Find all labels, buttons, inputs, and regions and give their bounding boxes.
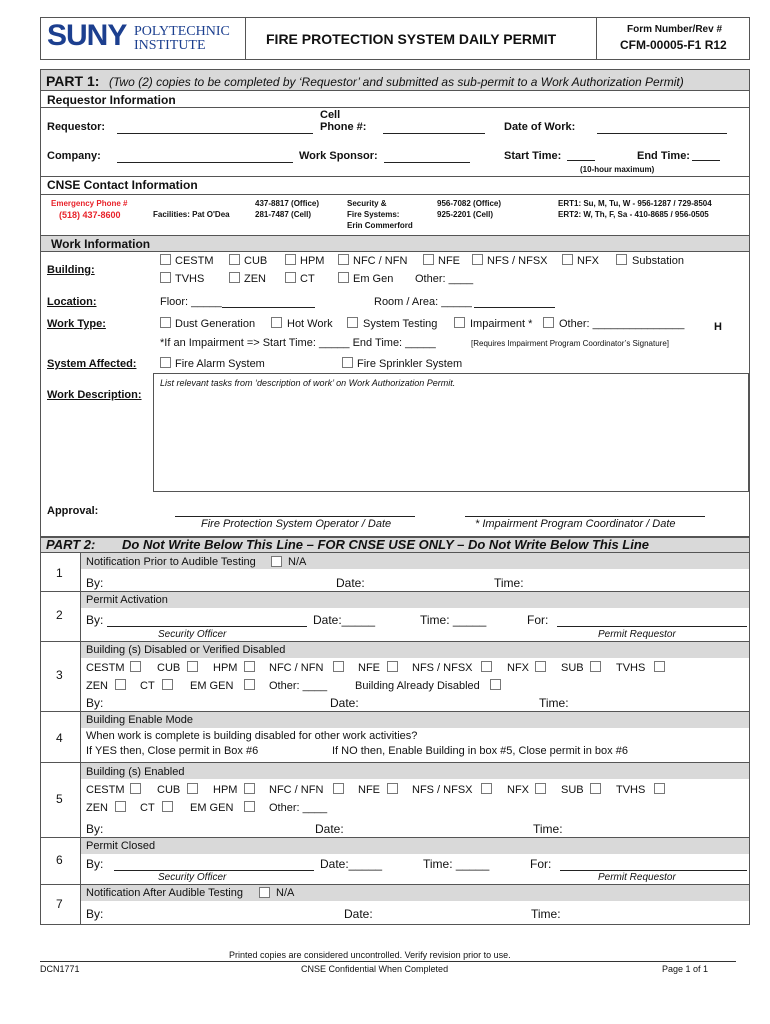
work-description-label: Work Description: [47,389,142,401]
work-type-hot-work: Hot Work [287,318,333,330]
section-5-number: 5 [56,792,63,806]
s3-nfs: NFS / NFSX [412,662,473,674]
section-3-title: Building (s) Disabled or Verified Disabled [86,644,286,656]
s3-checkbox-already-disabled[interactable] [490,679,501,690]
start-time-label: Start Time: [504,150,562,162]
work-sponsor-field[interactable] [384,162,470,163]
cell-phone-label-1: Cell [320,109,341,121]
ert1: ERT1: Su, M, Tu, W - 956-1287 / 729-8504 [558,199,712,208]
section-5-date: Date: [315,822,344,836]
building-hpm-label: HPM [300,255,325,267]
location-label: Location: [47,296,97,308]
building-nfe-label: NFE [438,255,460,267]
building-cub-label: CUB [244,255,268,267]
s3-checkbox-nfx[interactable] [535,661,546,672]
section-6-by-line[interactable] [114,870,314,871]
s3-checkbox-em-gen[interactable] [244,679,255,690]
logo-sub1: POLYTECHNIC [134,24,230,39]
s5-nfe: NFE [358,784,380,796]
building-zen-label: ZEN [244,273,266,285]
section-2-title: Permit Activation [86,594,168,606]
logo-main: SUNY [47,19,127,52]
checkbox-fire-alarm[interactable] [160,357,171,368]
section-2-date[interactable]: Date:_____ [313,613,376,627]
s5-checkbox-nfe[interactable] [387,783,398,794]
checkbox-dust-generation[interactable] [160,317,171,328]
s5-cub: CUB [157,784,181,796]
start-time-field[interactable] [567,160,595,161]
section-7-number: 7 [56,897,63,911]
s3-nfc: NFC / NFN [269,662,324,674]
section-2-by-line[interactable] [107,626,307,627]
section-2-number: 2 [56,608,63,622]
s3-cestm: CESTM [86,662,125,674]
section-7-by: By: [86,907,104,921]
s5-checkbox-nfc[interactable] [333,783,344,794]
s3-checkbox-ct[interactable] [162,679,173,690]
section-1-number: 1 [56,566,63,580]
s3-tvhs: TVHS [616,662,646,674]
section-4-number: 4 [56,731,63,745]
footer-page-number: Page 1 of 1 [662,964,709,974]
system-affected-label: System Affected: [47,358,137,370]
section-6-security-officer: Security Officer [158,872,227,883]
part1-title: PART 1: [46,73,100,89]
checkbox-other-work[interactable] [543,317,554,328]
impairment-times[interactable]: *If an Impairment => Start Time: _____ End Time: _____ [160,337,436,349]
checkbox-nfe[interactable] [423,254,434,265]
part2-banner: Do Not Write Below This Line – FOR CNSE USE ONLY – Do Not Write Below This Line [122,537,650,552]
section-7-title: Notification After Audible Testing [86,887,243,899]
ert2: ERT2: W, Th, F, Sa - 410-8685 / 956-0505 [558,210,709,219]
s3-checkbox-tvhs[interactable] [654,661,665,672]
section-6-time[interactable]: Time: _____ [423,857,490,871]
s5-checkbox-ct[interactable] [162,801,173,812]
s3-checkbox-cestm[interactable] [130,661,141,672]
h-mark: H [714,321,722,333]
emergency-phone-label: Emergency Phone # [51,199,128,208]
s3-checkbox-nfc[interactable] [333,661,344,672]
checkbox-na-1[interactable] [271,556,282,567]
cell-phone-field[interactable] [383,133,485,134]
security-label-1: Security & [347,199,387,208]
security-contact: Erin Commerford [347,221,413,230]
section-1-by: By: [86,576,104,590]
section-7-na: N/A [276,887,295,899]
building-ct-label: CT [300,273,315,285]
approval-label: Approval: [47,505,99,517]
section-2-for: For: [527,613,549,627]
checkbox-nfx[interactable] [562,254,573,265]
s5-nfc: NFC / NFN [269,784,324,796]
section-4-title: Building Enable Mode [86,714,194,726]
s5-checkbox-nfx[interactable] [535,783,546,794]
checkbox-na-7[interactable] [259,887,270,898]
section-6-for: For: [530,857,552,871]
building-nfc-label: NFC / NFN [353,255,408,267]
end-time-label: End Time: [637,150,690,162]
s5-sub: SUB [561,784,584,796]
s3-zen: ZEN [86,680,108,692]
company-label: Company: [47,150,101,162]
facilities-cell: 281-7487 (Cell) [255,210,312,219]
footer-dcn: DCN1771 [40,964,80,974]
s5-checkbox-hpm[interactable] [244,783,255,794]
part1-subtitle: (Two (2) copies to be completed by ‘Requestor’ and submitted as sub-permit to a Work Authorization Permit) [109,75,684,89]
s3-sub: SUB [561,662,584,674]
section-6-number: 6 [56,853,63,867]
work-type-label: Work Type: [47,318,106,330]
s3-checkbox-hpm[interactable] [244,661,255,672]
coordinator-signature-caption: * Impairment Program Coordinator / Date [475,518,676,530]
ten-hour-note: (10-hour maximum) [580,165,655,174]
building-nfx-label: NFX [577,255,599,267]
s5-checkbox-em-gen[interactable] [244,801,255,812]
requestor-info-heading: Requestor Information [47,93,176,107]
cell-phone-label-2: Phone #: [320,121,367,133]
section-2-by: By: [86,613,104,627]
section-1-na: N/A [288,556,307,568]
form-number: CFM-00005-F1 R12 [620,38,727,52]
security-label-2: Fire Systems: [347,210,400,219]
checkbox-cestm[interactable] [160,254,171,265]
s3-hpm: HPM [213,662,238,674]
section-4-question: When work is complete is building disabled for other work activities? [86,730,418,742]
footer-confidential: CNSE Confidential When Completed [301,964,449,974]
checkbox-nfs-nfsx[interactable] [472,254,483,265]
s5-tvhs: TVHS [616,784,646,796]
work-type-dust: Dust Generation [175,318,256,330]
checkbox-fire-sprinkler[interactable] [342,357,353,368]
floor-field[interactable]: Floor: _____ [160,296,222,308]
section-5-title: Building (s) Enabled [86,766,185,778]
section-6-date[interactable]: Date:_____ [320,857,383,871]
requires-signature-note: [Requires Impairment Program Coordinator’s Signature] [471,339,670,348]
section-2-time[interactable]: Time: _____ [420,613,487,627]
s5-nfs: NFS / NFSX [412,784,473,796]
section-2-for-line[interactable] [557,626,747,627]
checkbox-system-testing[interactable] [347,317,358,328]
s5-checkbox-cestm[interactable] [130,783,141,794]
checkbox-ct[interactable] [285,272,296,283]
s3-em-gen: EM GEN [190,680,234,692]
s3-ct: CT [140,680,155,692]
s5-other[interactable]: Other: ____ [269,802,328,814]
work-sponsor-label: Work Sponsor: [299,150,378,162]
s3-other[interactable]: Other: ____ [269,680,328,692]
section-4-no: If NO then, Enable Building in box #5, Close permit in box #6 [332,745,628,757]
checkbox-substation[interactable] [616,254,627,265]
part2-title: PART 2: [46,537,96,552]
s3-checkbox-cub[interactable] [187,661,198,672]
work-type-impairment: Impairment * [470,318,533,330]
room-area-field[interactable]: Room / Area: _____ [374,296,472,308]
s5-ct: CT [140,802,155,814]
building-nfs-label: NFS / NFSX [487,255,548,267]
section-3-by: By: [86,696,104,710]
system-fire-alarm: Fire Alarm System [175,358,265,370]
company-field[interactable] [117,162,293,163]
checkbox-impairment[interactable] [454,317,465,328]
s5-nfx: NFX [507,784,529,796]
section-6-for-line[interactable] [560,870,747,871]
s5-checkbox-tvhs[interactable] [654,783,665,794]
s5-zen: ZEN [86,802,108,814]
work-type-system-testing: System Testing [363,318,438,330]
building-substation-label: Substation [632,255,684,267]
page-title: FIRE PROTECTION SYSTEM DAILY PERMIT [266,31,557,47]
end-time-field[interactable] [692,160,720,161]
security-cell: 925-2201 (Cell) [437,210,494,219]
s3-nfe: NFE [358,662,380,674]
checkbox-tvhs[interactable] [160,272,171,283]
section-6-title: Permit Closed [86,840,156,852]
logo-sub2: INSTITUTE [134,38,206,53]
section-3-date: Date: [330,696,359,710]
s5-checkbox-sub[interactable] [590,783,601,794]
section-7-date: Date: [344,907,373,921]
work-description-hint: List relevant tasks from ‘description of work’ on Work Authorization Permit. [160,378,456,388]
s3-already-disabled: Building Already Disabled [355,680,480,692]
section-5-by: By: [86,822,104,836]
section-2-security-officer: Security Officer [158,629,227,640]
date-of-work-label: Date of Work: [504,121,576,133]
s3-checkbox-nfe[interactable] [387,661,398,672]
cnse-contact-heading: CNSE Contact Information [47,178,198,192]
section-4-yes: If YES then, Close permit in Box #6 [86,745,259,757]
section-1-date: Date: [336,576,365,590]
s3-checkbox-nfs[interactable] [481,661,492,672]
section-3-number: 3 [56,668,63,682]
section-3-time: Time: [539,696,569,710]
section-1-title: Notification Prior to Audible Testing [86,556,256,568]
building-other-field[interactable]: Other: ____ [415,273,474,285]
s5-checkbox-nfs[interactable] [481,783,492,794]
section-7-time: Time: [531,907,561,921]
s5-cestm: CESTM [86,784,125,796]
coordinator-signature-line[interactable] [465,516,705,517]
checkbox-hpm[interactable] [285,254,296,265]
checkbox-nfc-nfn[interactable] [338,254,349,265]
security-office: 956-7082 (Office) [437,199,502,208]
system-fire-sprinkler: Fire Sprinkler System [357,358,463,370]
work-info-heading: Work Information [51,237,151,251]
building-em-gen-label: Em Gen [353,273,394,285]
building-cestm-label: CESTM [175,255,214,267]
facilities-office: 437-8817 (Office) [255,199,320,208]
section-5-time: Time: [533,822,563,836]
s3-nfx: NFX [507,662,529,674]
s3-cub: CUB [157,662,181,674]
operator-signature-caption: Fire Protection System Operator / Date [201,518,392,530]
work-type-other[interactable]: Other: _______________ [559,318,685,330]
s5-em-gen: EM GEN [190,802,234,814]
building-label: Building: [47,264,95,276]
work-description-field[interactable] [153,373,749,492]
emergency-phone: (518) 437-8600 [59,210,121,220]
footer-uncontrolled-note: Printed copies are considered uncontrolled. Verify revision prior to use. [229,950,511,960]
s5-checkbox-zen[interactable] [115,801,126,812]
section-6-permit-requestor: Permit Requestor [598,872,676,883]
s3-checkbox-sub[interactable] [590,661,601,672]
s5-checkbox-cub[interactable] [187,783,198,794]
facilities-contact: Facilities: Pat O'Dea [153,210,230,219]
checkbox-zen[interactable] [229,272,240,283]
section-2-permit-requestor: Permit Requestor [598,629,676,640]
checkbox-hot-work[interactable] [271,317,282,328]
building-tvhs-label: TVHS [175,273,205,285]
requestor-label: Requestor: [47,121,106,133]
requestor-field[interactable] [117,133,313,134]
checkbox-em-gen[interactable] [338,272,349,283]
checkbox-cub[interactable] [229,254,240,265]
section-1-time: Time: [494,576,524,590]
s3-checkbox-zen[interactable] [115,679,126,690]
form-number-label: Form Number/Rev # [627,24,723,35]
section-6-by: By: [86,857,104,871]
s5-hpm: HPM [213,784,238,796]
date-of-work-field[interactable] [597,133,727,134]
operator-signature-line[interactable] [175,516,415,517]
